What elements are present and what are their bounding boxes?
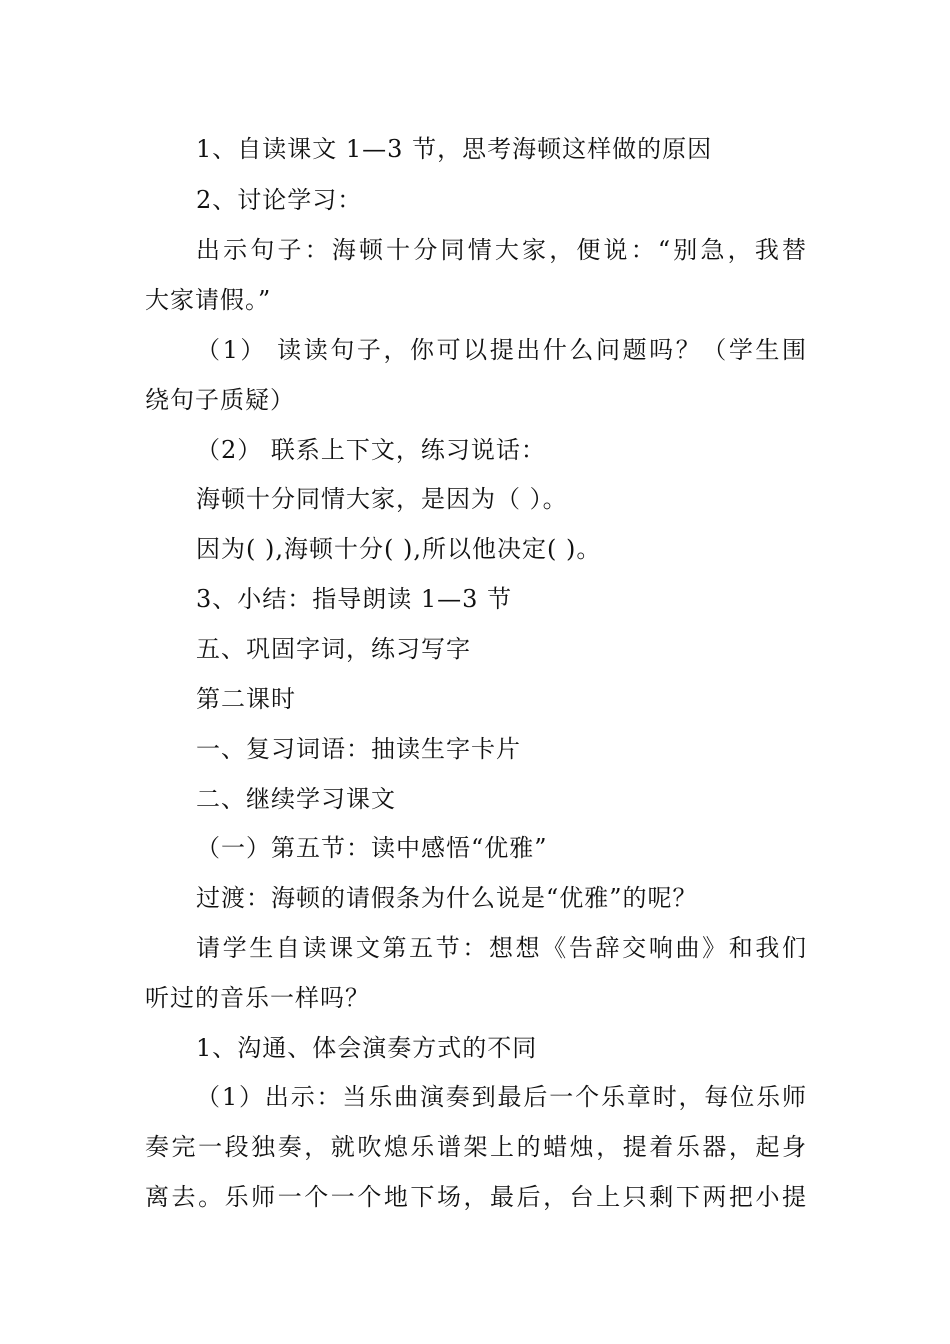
text-line: （一）第五节：读中感悟“优雅” — [196, 834, 548, 862]
text-line: 大家请假。” — [145, 286, 272, 314]
text-line: 第二课时 — [196, 685, 296, 713]
text-line: （1） 读读句子，你可以提出什么问题吗？（学生围 — [196, 336, 806, 364]
text-line: 海顿十分同情大家，是因为（ ）。 — [196, 485, 568, 513]
text-line: 五、巩固字词，练习写字 — [196, 635, 471, 663]
text-line: 1、沟通、体会演奏方式的不同 — [196, 1034, 538, 1062]
text-line: 3、小结：指导朗读 1—3 节 — [196, 585, 513, 613]
text-line: 绕句子质疑） — [145, 386, 295, 414]
text-line: 听过的音乐一样吗？ — [145, 984, 370, 1012]
text-line: （2） 联系上下文，练习说话： — [196, 436, 546, 464]
text-line: 出示句子：海顿十分同情大家，便说：“别急，我替 — [196, 236, 806, 264]
text-line: （1）出示：当乐曲演奏到最后一个乐章时，每位乐师 — [196, 1083, 806, 1111]
text-line: 二、继续学习课文 — [196, 785, 396, 813]
text-line: 请学生自读课文第五节：想想《告辞交响曲》和我们 — [196, 934, 806, 962]
text-line: 2、讨论学习： — [196, 186, 363, 214]
text-line: 因为( ),海顿十分( ),所以他决定( )。 — [196, 535, 602, 563]
text-line: 一、复习词语：抽读生字卡片 — [196, 735, 521, 763]
text-line: 离去。乐师一个一个地下场，最后，台上只剩下两把小提 — [145, 1183, 806, 1211]
text-line: 奏完一段独奏，就吹熄乐谱架上的蜡烛，提着乐器，起身 — [145, 1133, 806, 1161]
text-line: 过渡：海顿的请假条为什么说是“优雅”的呢？ — [196, 884, 698, 912]
text-line: 1、自读课文 1—3 节，思考海顿这样做的原因 — [196, 135, 713, 163]
